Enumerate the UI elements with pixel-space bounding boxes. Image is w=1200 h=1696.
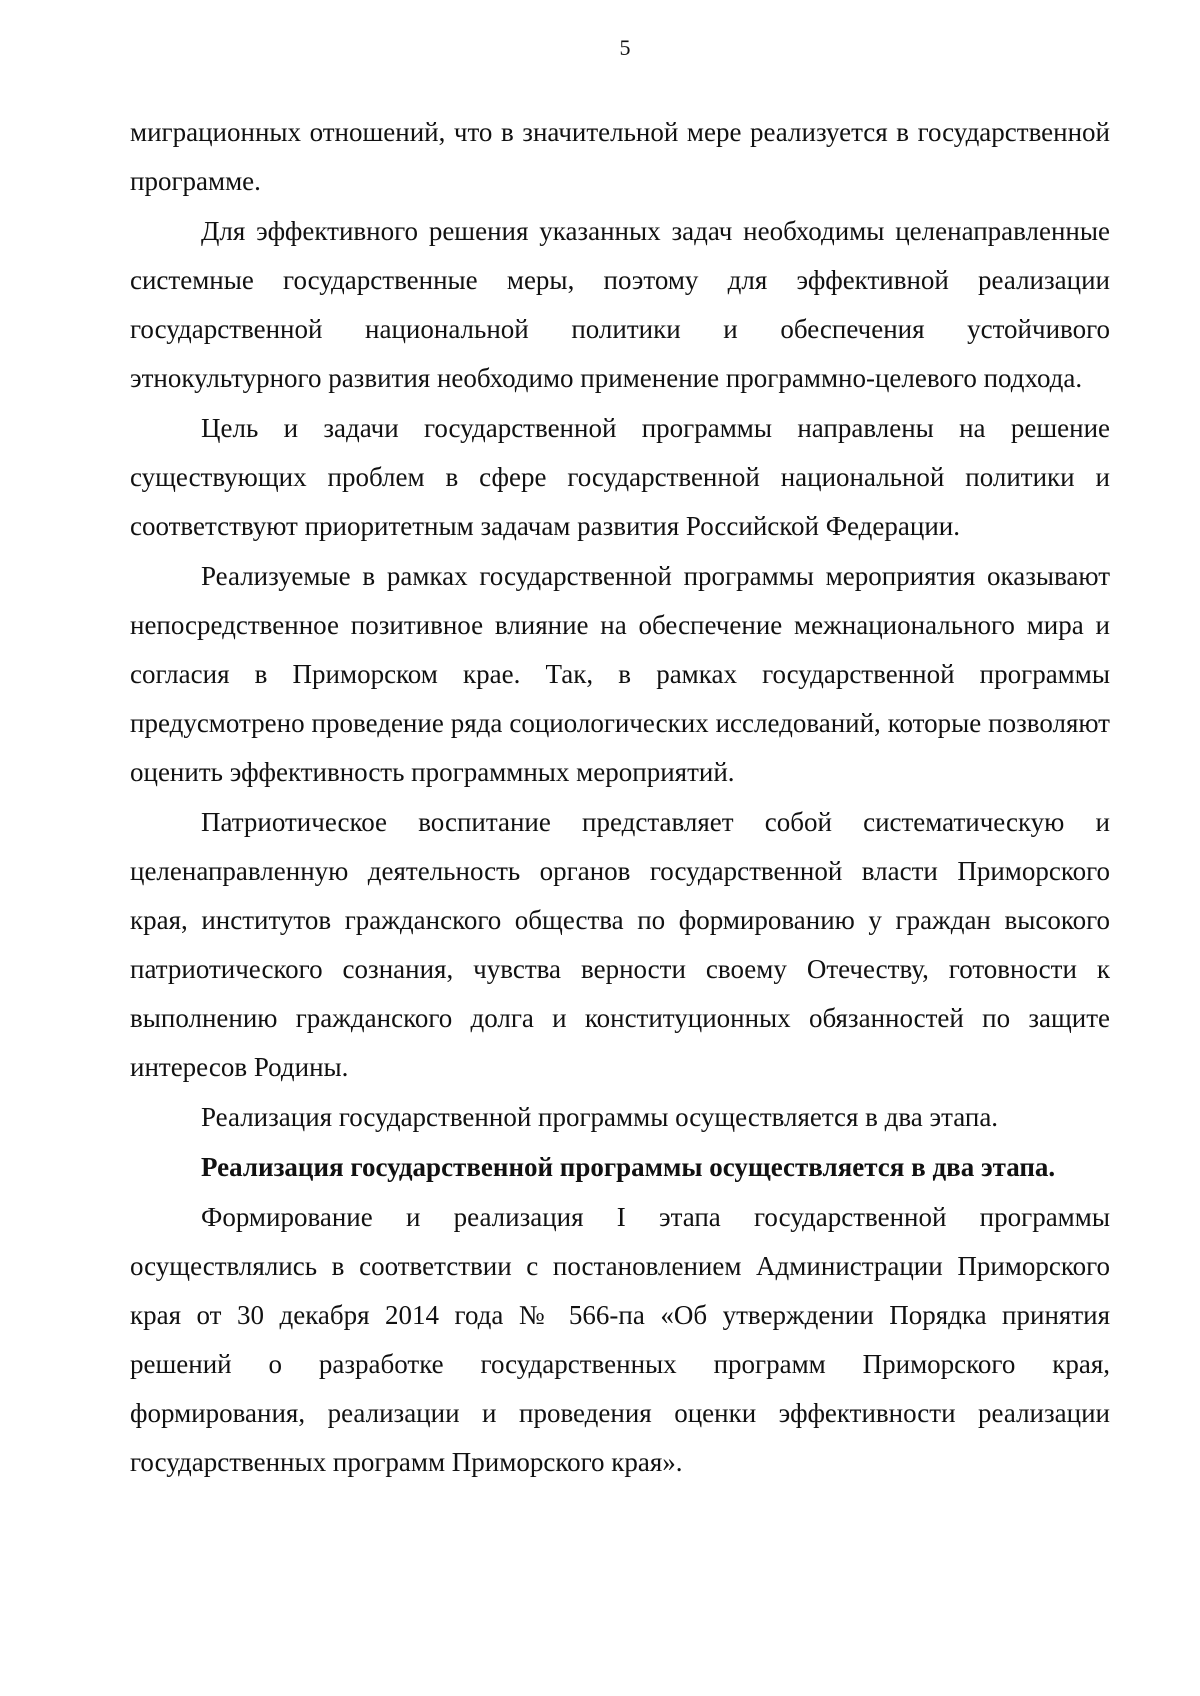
- paragraph-bold: Реализация государственной программы осуществляется в два этапа.: [201, 1152, 1056, 1182]
- paragraph: Реализуемые в рамках государственной программы мероприятия оказывают непосредственное позитивное влияние на обеспечение межнационального мира и согласия в Приморском крае. Так, в рамках государственной программы предусмотрено проведение ряда социологических исследований, которые позволяют оценить эффективность программных мероприятий.: [130, 561, 1110, 787]
- paragraph: Для эффективного решения указанных задач необходимы целенаправленные системные государственные меры, поэтому для эффективной реализации государственной национальной политики и обеспечения устойчивого этнокультурного развития необходимо применение программно-целевого подхода.: [130, 216, 1110, 393]
- paragraph-continued: миграционных отношений, что в значительной мере реализуется в государственной программе.: [130, 117, 1110, 196]
- paragraph: Патриотическое воспитание представляет собой систематическую и целенаправленную деятельность органов государственной власти Приморского края, институтов гражданского общества по формированию у граждан высокого патриотического сознания, чувства верности своему Отечеству, готовности к выполнению гражданского долга и конституционных обязанностей по защите интересов Родины.: [130, 807, 1110, 1082]
- paragraph: Цель и задачи государственной программы направлены на решение существующих проблем в сфере государственной национальной политики и соответствуют приоритетным задачам развития Российской Федерации.: [130, 413, 1110, 541]
- paragraph: Формирование и реализация I этапа государственной программы осуществлялись в соответствии с постановлением Администрации Приморского края от 30 декабря 2014 года № 566-па «Об утверждении Порядка принятия решений о разработке государственных программ Приморского края, формирования, реализации и проведения оценки эффективности реализации государственных программ Приморского края».: [130, 1202, 1110, 1477]
- paragraph: Реализация государственной программы осуществляется в два этапа.: [201, 1102, 999, 1132]
- document-body: [130, 108, 1110, 1487]
- page-number: 5: [619, 35, 631, 60]
